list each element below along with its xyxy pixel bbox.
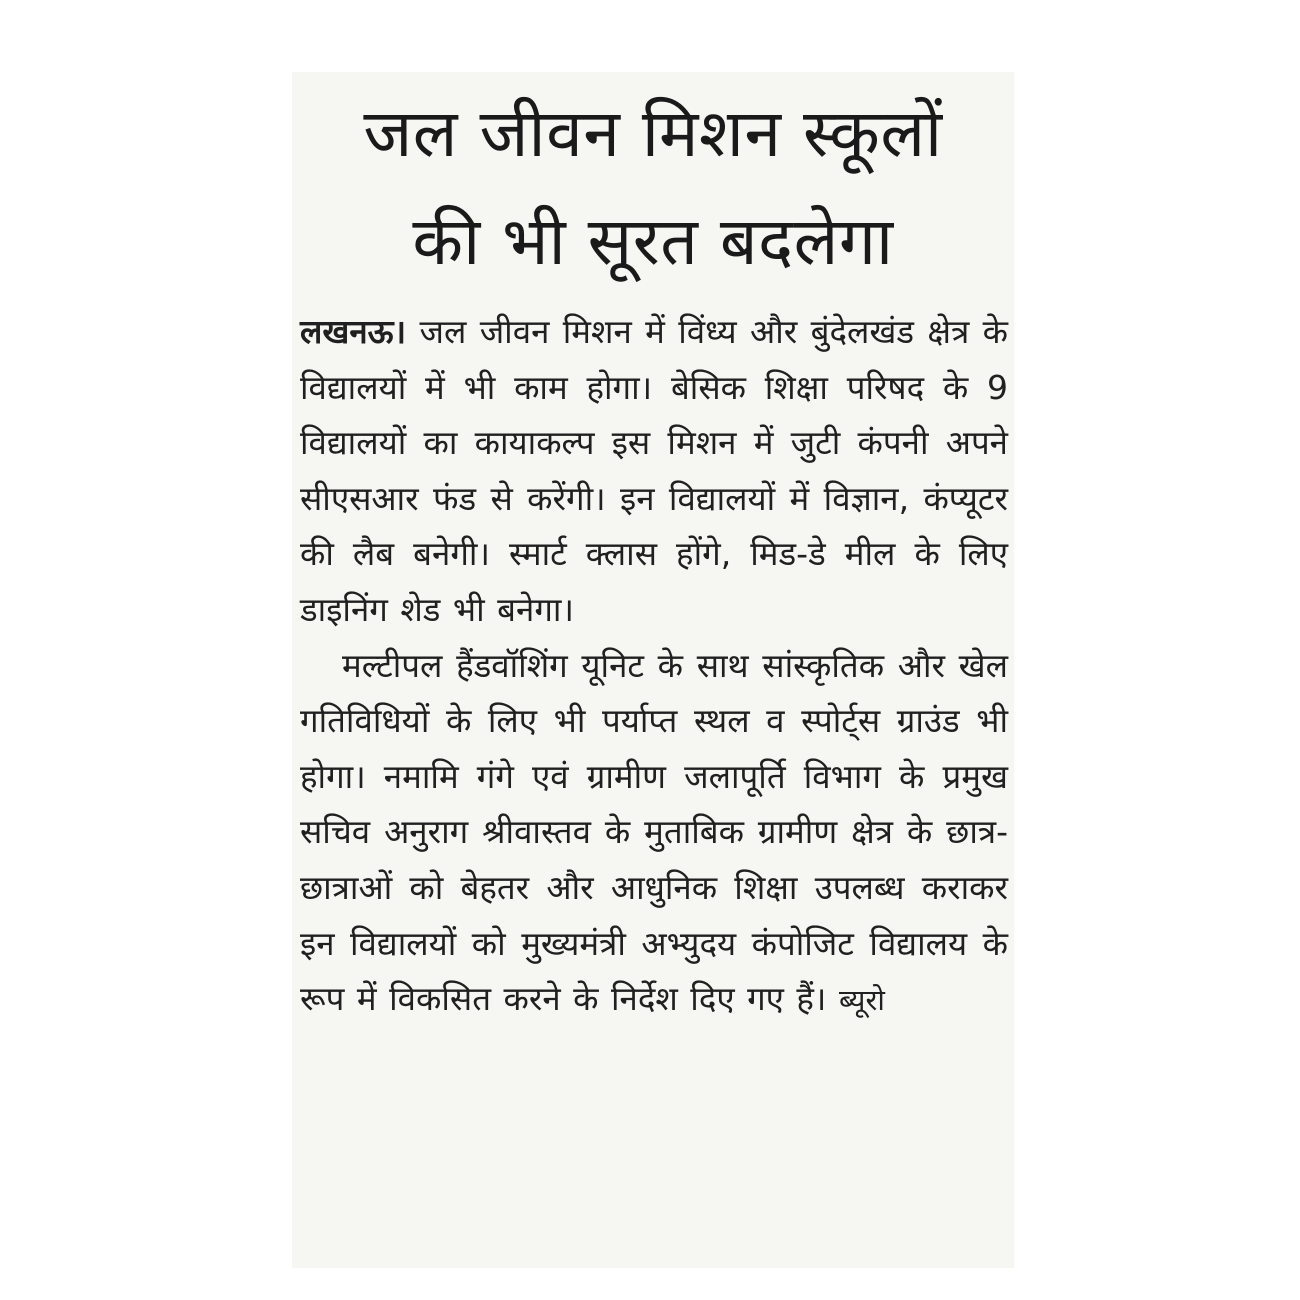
headline-line-1: जल जीवन मिशन स्कूलों: [363, 95, 943, 172]
headline: [292, 72, 1014, 296]
paragraph-1-text: जल जीवन मिशन में विंध्य और बुंदेलखंड क्षेत्र के विद्यालयों में भी काम होगा। बेसिक शिक्षा परिषद के 9 विद्यालयों का कायाकल्प इस मिशन में जुटी कंपनी अपने सीएसआर फंड से करेंगी। इन विद्यालयों में विज्ञान, कंप्यूटर की लैब बनेगी। स्मार्ट क्लास होंगे, मिड-डे मील के लिए डाइनिंग शेड भी बनेगा।: [300, 312, 1008, 629]
paragraph-2-text: मल्टीपल हैंडवॉशिंग यूनिट के साथ सांस्कृतिक और खेल गतिविधियों के लिए भी पर्याप्त स्थल व स्पोर्ट्स ग्राउंड भी होगा। नमामि गंगे एवं ग्रामीण जलापूर्ति विभाग के प्रमुख सचिव अनुराग श्रीवास्तव के मुताबिक ग्रामीण क्षेत्र के छात्र-छात्राओं को बेहतर और आधुनिक शिक्षा उपलब्ध कराकर इन विद्यालयों को मुख्यमंत्री अभ्युदय कंपोजिट विद्यालय के रूप में विकसित करने के निर्देश दिए गए हैं।: [300, 645, 1008, 1019]
paragraph-1: [300, 304, 1008, 638]
article-body: [292, 296, 1014, 1029]
dateline: लखनऊ।: [300, 312, 407, 351]
headline-line-2: की भी सूरत बदलेगा: [412, 203, 894, 280]
newspaper-clipping: [292, 72, 1014, 1268]
byline: ब्यूरो: [838, 983, 885, 1018]
paragraph-2: [300, 638, 1008, 1029]
